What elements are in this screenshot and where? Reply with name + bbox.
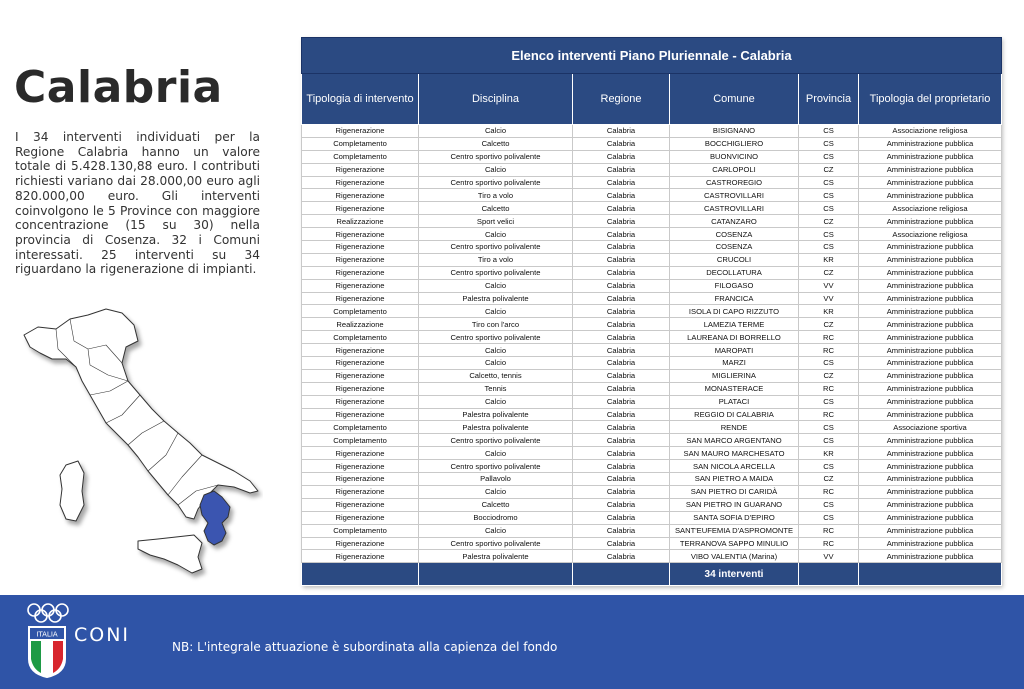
table-cell: Amministrazione pubblica [859,498,1002,511]
table-cell: DECOLLATURA [670,266,799,279]
table-cell: Calabria [573,498,670,511]
table-cell: RC [799,344,859,357]
table-cell: Amministrazione pubblica [859,460,1002,473]
table-cell: VV [799,279,859,292]
table-row [302,485,1002,498]
table-cell: Amministrazione pubblica [859,331,1002,344]
table-cell: Rigenerazione [302,266,419,279]
table-cell: BUONVICINO [670,150,799,163]
interventions-table-container [301,37,1001,586]
table-cell: Rigenerazione [302,125,419,138]
table-cell: Centro sportivo polivalente [419,266,573,279]
footer-note: NB: L'integrale attuazione è subordinata alla capienza del fondo [172,640,558,654]
table-cell: Associazione religiosa [859,202,1002,215]
table-cell: Tiro a volo [419,253,573,266]
table-cell: Calcio [419,228,573,241]
table-cell: Tiro con l'arco [419,318,573,331]
table-cell: Rigenerazione [302,511,419,524]
table-cell: Amministrazione pubblica [859,215,1002,228]
table-cell: Calabria [573,137,670,150]
table-cell: CS [799,150,859,163]
table-cell: TERRANOVA SAPPO MINULIO [670,537,799,550]
table-row [302,292,1002,305]
table-cell: Amministrazione pubblica [859,357,1002,370]
shield-label: ITALIA [36,630,58,639]
table-row [302,447,1002,460]
table-cell: Calabria [573,447,670,460]
table-cell: Amministrazione pubblica [859,382,1002,395]
table-cell: Calabria [573,253,670,266]
table-row [302,460,1002,473]
table-cell: RC [799,382,859,395]
table-cell: Amministrazione pubblica [859,537,1002,550]
table-cell: Calabria [573,279,670,292]
table-cell: VV [799,292,859,305]
table-row [302,150,1002,163]
table-cell: Palestra polivalente [419,292,573,305]
table-cell: SANT'EUFEMIA D'ASPROMONTE [670,524,799,537]
table-cell: LAMEZIA TERME [670,318,799,331]
table-cell: CS [799,498,859,511]
table-cell: Sport velici [419,215,573,228]
table-cell: Amministrazione pubblica [859,447,1002,460]
table-cell: KR [799,253,859,266]
table-cell: Rigenerazione [302,176,419,189]
table-cell: Calabria [573,176,670,189]
table-cell: RC [799,408,859,421]
table-cell: SAN PIETRO A MAIDA [670,473,799,486]
column-header: Tipologia del proprietario [859,74,1002,125]
table-cell: Rigenerazione [302,241,419,254]
table-row [302,434,1002,447]
table-cell: Calabria [573,292,670,305]
column-header: Comune [670,74,799,125]
table-cell: Calabria [573,150,670,163]
table-cell: Calcio [419,279,573,292]
table-cell: Completamento [302,524,419,537]
table-cell: VIBO VALENTIA (Marina) [670,550,799,563]
table-cell: Amministrazione pubblica [859,318,1002,331]
table-cell: PLATACI [670,395,799,408]
table-row [302,241,1002,254]
table-cell: CS [799,434,859,447]
table-cell: Calabria [573,369,670,382]
table-cell: Calcetto [419,137,573,150]
table-cell: Completamento [302,305,419,318]
table-cell: Amministrazione pubblica [859,176,1002,189]
table-cell: Palestra polivalente [419,408,573,421]
table-cell: Amministrazione pubblica [859,253,1002,266]
table-cell: Amministrazione pubblica [859,550,1002,563]
table-row [302,202,1002,215]
table-cell: Calabria [573,511,670,524]
table-cell: Rigenerazione [302,460,419,473]
table-cell: Amministrazione pubblica [859,137,1002,150]
table-cell: BISIGNANO [670,125,799,138]
table-cell: Amministrazione pubblica [859,163,1002,176]
table-cell: CS [799,395,859,408]
italy-map-icon [18,305,263,585]
table-cell: Calabria [573,305,670,318]
table-cell: Rigenerazione [302,228,419,241]
table-row [302,137,1002,150]
table-cell: Amministrazione pubblica [859,511,1002,524]
table-cell: Rigenerazione [302,369,419,382]
table-row [302,473,1002,486]
table-cell: SAN NICOLA ARCELLA [670,460,799,473]
table-cell: CS [799,202,859,215]
table-row [302,176,1002,189]
column-header: Regione [573,74,670,125]
table-cell: RC [799,537,859,550]
table-row [302,408,1002,421]
table-cell: Calabria [573,382,670,395]
table-cell: Calabria [573,434,670,447]
table-cell: Rigenerazione [302,253,419,266]
table-row [302,228,1002,241]
intro-paragraph: I 34 interventi individuati per la Regione Calabria hanno un valore totale di 5.428.130,88 euro. I contributi richiesti variano dai 28.000,00 euro agli 820.000,00 euro. Gli interventi coinvolgono le 5 Province con maggiore concentrazione (15 su 30) nella provincia di Cosenza. 32 i Comuni interessati. 25 interventi su 34 riguardano la rigenerazione di impianti. [15,130,260,277]
table-cell: Centro sportivo polivalente [419,150,573,163]
table-cell: Calabria [573,125,670,138]
table-row [302,163,1002,176]
table-cell: Amministrazione pubblica [859,305,1002,318]
interventions-table [301,37,1002,586]
table-cell: Completamento [302,137,419,150]
table-cell: Calcetto [419,202,573,215]
table-row [302,189,1002,202]
table-cell: Calabria [573,460,670,473]
table-cell: RC [799,485,859,498]
table-cell: Centro sportivo polivalente [419,460,573,473]
table-row [302,382,1002,395]
table-cell: Amministrazione pubblica [859,434,1002,447]
table-row [302,331,1002,344]
table-cell: Rigenerazione [302,163,419,176]
table-row [302,215,1002,228]
table-cell: Centro sportivo polivalente [419,537,573,550]
table-cell: VV [799,550,859,563]
table-cell: Amministrazione pubblica [859,524,1002,537]
table-cell: CRUCOLI [670,253,799,266]
table-cell: Rigenerazione [302,537,419,550]
table-cell: BOCCHIGLIERO [670,137,799,150]
table-cell: Tiro a volo [419,189,573,202]
table-cell: Rigenerazione [302,292,419,305]
table-row [302,511,1002,524]
table-cell: Calabria [573,241,670,254]
table-cell: CZ [799,266,859,279]
table-cell: Calabria [573,357,670,370]
table-cell: CS [799,189,859,202]
table-cell: RC [799,331,859,344]
table-cell: CZ [799,215,859,228]
table-cell: Rigenerazione [302,357,419,370]
table-cell: Calabria [573,473,670,486]
table-cell: CS [799,241,859,254]
table-row [302,344,1002,357]
table-cell: Rigenerazione [302,447,419,460]
table-cell: Calabria [573,421,670,434]
table-cell: SAN PIETRO DI CARIDÀ [670,485,799,498]
table-cell: CS [799,125,859,138]
table-cell: Rigenerazione [302,485,419,498]
table-cell: RENDE [670,421,799,434]
table-cell: Completamento [302,150,419,163]
table-row [302,395,1002,408]
table-cell: MARZI [670,357,799,370]
table-cell: Rigenerazione [302,473,419,486]
table-cell: Calabria [573,163,670,176]
table-cell: Calabria [573,202,670,215]
table-row [302,357,1002,370]
table-cell: Pallavolo [419,473,573,486]
table-cell: Associazione religiosa [859,125,1002,138]
table-cell: Centro sportivo polivalente [419,176,573,189]
table-cell: Calcio [419,305,573,318]
table-cell: Calcetto, tennis [419,369,573,382]
table-cell: CARLOPOLI [670,163,799,176]
table-cell: Amministrazione pubblica [859,485,1002,498]
olympic-rings-icon [26,603,70,623]
table-cell: RC [799,524,859,537]
table-cell: FILOGASO [670,279,799,292]
footer-cell [573,563,670,586]
table-cell: Amministrazione pubblica [859,150,1002,163]
table-cell: CS [799,460,859,473]
total-count: 34 interventi [670,563,799,586]
table-cell: Calabria [573,215,670,228]
table-cell: CS [799,357,859,370]
table-cell: Amministrazione pubblica [859,408,1002,421]
table-cell: SANTA SOFIA D'EPIRO [670,511,799,524]
table-row [302,498,1002,511]
table-cell: Bocciodromo [419,511,573,524]
table-row [302,318,1002,331]
table-cell: Amministrazione pubblica [859,473,1002,486]
coni-brand: CONI [74,624,131,646]
table-cell: Calcio [419,163,573,176]
column-header: Provincia [799,74,859,125]
table-cell: Calcio [419,357,573,370]
table-cell: Rigenerazione [302,498,419,511]
table-cell: MAROPATI [670,344,799,357]
footer-cell [799,563,859,586]
table-cell: Amministrazione pubblica [859,266,1002,279]
table-cell: Completamento [302,421,419,434]
table-cell: Calabria [573,485,670,498]
table-row [302,369,1002,382]
table-cell: Rigenerazione [302,550,419,563]
table-row [302,279,1002,292]
table-cell: KR [799,305,859,318]
table-cell: CZ [799,163,859,176]
italia-shield-icon [27,625,67,679]
table-cell: CASTROVILLARI [670,202,799,215]
table-cell: SAN MARCO ARGENTANO [670,434,799,447]
table-title: Elenco interventi Piano Pluriennale - Calabria [302,38,1002,74]
table-cell: Calcio [419,447,573,460]
table-cell: Amministrazione pubblica [859,292,1002,305]
table-cell: COSENZA [670,241,799,254]
table-cell: CATANZARO [670,215,799,228]
table-cell: Realizzazione [302,318,419,331]
table-cell: Calcio [419,524,573,537]
table-cell: Centro sportivo polivalente [419,434,573,447]
table-row [302,524,1002,537]
table-cell: Associazione sportiva [859,421,1002,434]
table-row [302,253,1002,266]
table-cell: CS [799,421,859,434]
table-cell: Calabria [573,228,670,241]
table-cell: Amministrazione pubblica [859,279,1002,292]
table-cell: REGGIO DI CALABRIA [670,408,799,421]
table-cell: Palestra polivalente [419,550,573,563]
table-cell: Calabria [573,189,670,202]
table-cell: Calcio [419,125,573,138]
table-cell: Rigenerazione [302,382,419,395]
table-cell: Completamento [302,434,419,447]
table-cell: CS [799,137,859,150]
table-cell: Amministrazione pubblica [859,395,1002,408]
table-cell: Associazione religiosa [859,228,1002,241]
table-cell: Calabria [573,537,670,550]
table-cell: KR [799,447,859,460]
table-row [302,125,1002,138]
table-cell: ISOLA DI CAPO RIZZUTO [670,305,799,318]
table-cell: Calabria [573,318,670,331]
table-cell: CS [799,176,859,189]
table-cell: Calcio [419,485,573,498]
table-cell: Amministrazione pubblica [859,344,1002,357]
table-cell: CASTROREGIO [670,176,799,189]
table-row [302,421,1002,434]
table-row [302,550,1002,563]
table-row [302,537,1002,550]
table-cell: Calabria [573,524,670,537]
table-cell: Calabria [573,550,670,563]
table-cell: Tennis [419,382,573,395]
table-cell: Centro sportivo polivalente [419,241,573,254]
table-cell: Realizzazione [302,215,419,228]
table-cell: Calcetto [419,498,573,511]
footer-cell [419,563,573,586]
column-header: Disciplina [419,74,573,125]
table-cell: FRANCICA [670,292,799,305]
table-cell: Amministrazione pubblica [859,369,1002,382]
table-cell: Rigenerazione [302,189,419,202]
table-cell: Calcio [419,395,573,408]
table-cell: Rigenerazione [302,395,419,408]
table-cell: Amministrazione pubblica [859,241,1002,254]
table-cell: Rigenerazione [302,408,419,421]
footer-cell [859,563,1002,586]
table-cell: CS [799,511,859,524]
table-cell: Amministrazione pubblica [859,189,1002,202]
table-cell: CS [799,228,859,241]
table-row [302,305,1002,318]
table-cell: Centro sportivo polivalente [419,331,573,344]
table-cell: Calabria [573,331,670,344]
page-title: Calabria [14,62,223,113]
column-header: Tipologia di intervento [302,74,419,125]
table-cell: Calabria [573,266,670,279]
table-cell: MONASTERACE [670,382,799,395]
table-cell: MIGLIERINA [670,369,799,382]
table-cell: CASTROVILLARI [670,189,799,202]
table-cell: Completamento [302,331,419,344]
table-cell: LAUREANA DI BORRELLO [670,331,799,344]
table-cell: CZ [799,369,859,382]
table-cell: Calabria [573,408,670,421]
table-row [302,266,1002,279]
table-cell: Rigenerazione [302,344,419,357]
table-cell: Rigenerazione [302,279,419,292]
table-cell: Calabria [573,344,670,357]
table-cell: COSENZA [670,228,799,241]
table-cell: CZ [799,473,859,486]
footer-cell [302,563,419,586]
table-cell: Rigenerazione [302,202,419,215]
table-cell: SAN MAURO MARCHESATO [670,447,799,460]
table-cell: Calabria [573,395,670,408]
table-cell: CZ [799,318,859,331]
table-cell: SAN PIETRO IN GUARANO [670,498,799,511]
table-cell: Calcio [419,344,573,357]
table-cell: Palestra polivalente [419,421,573,434]
